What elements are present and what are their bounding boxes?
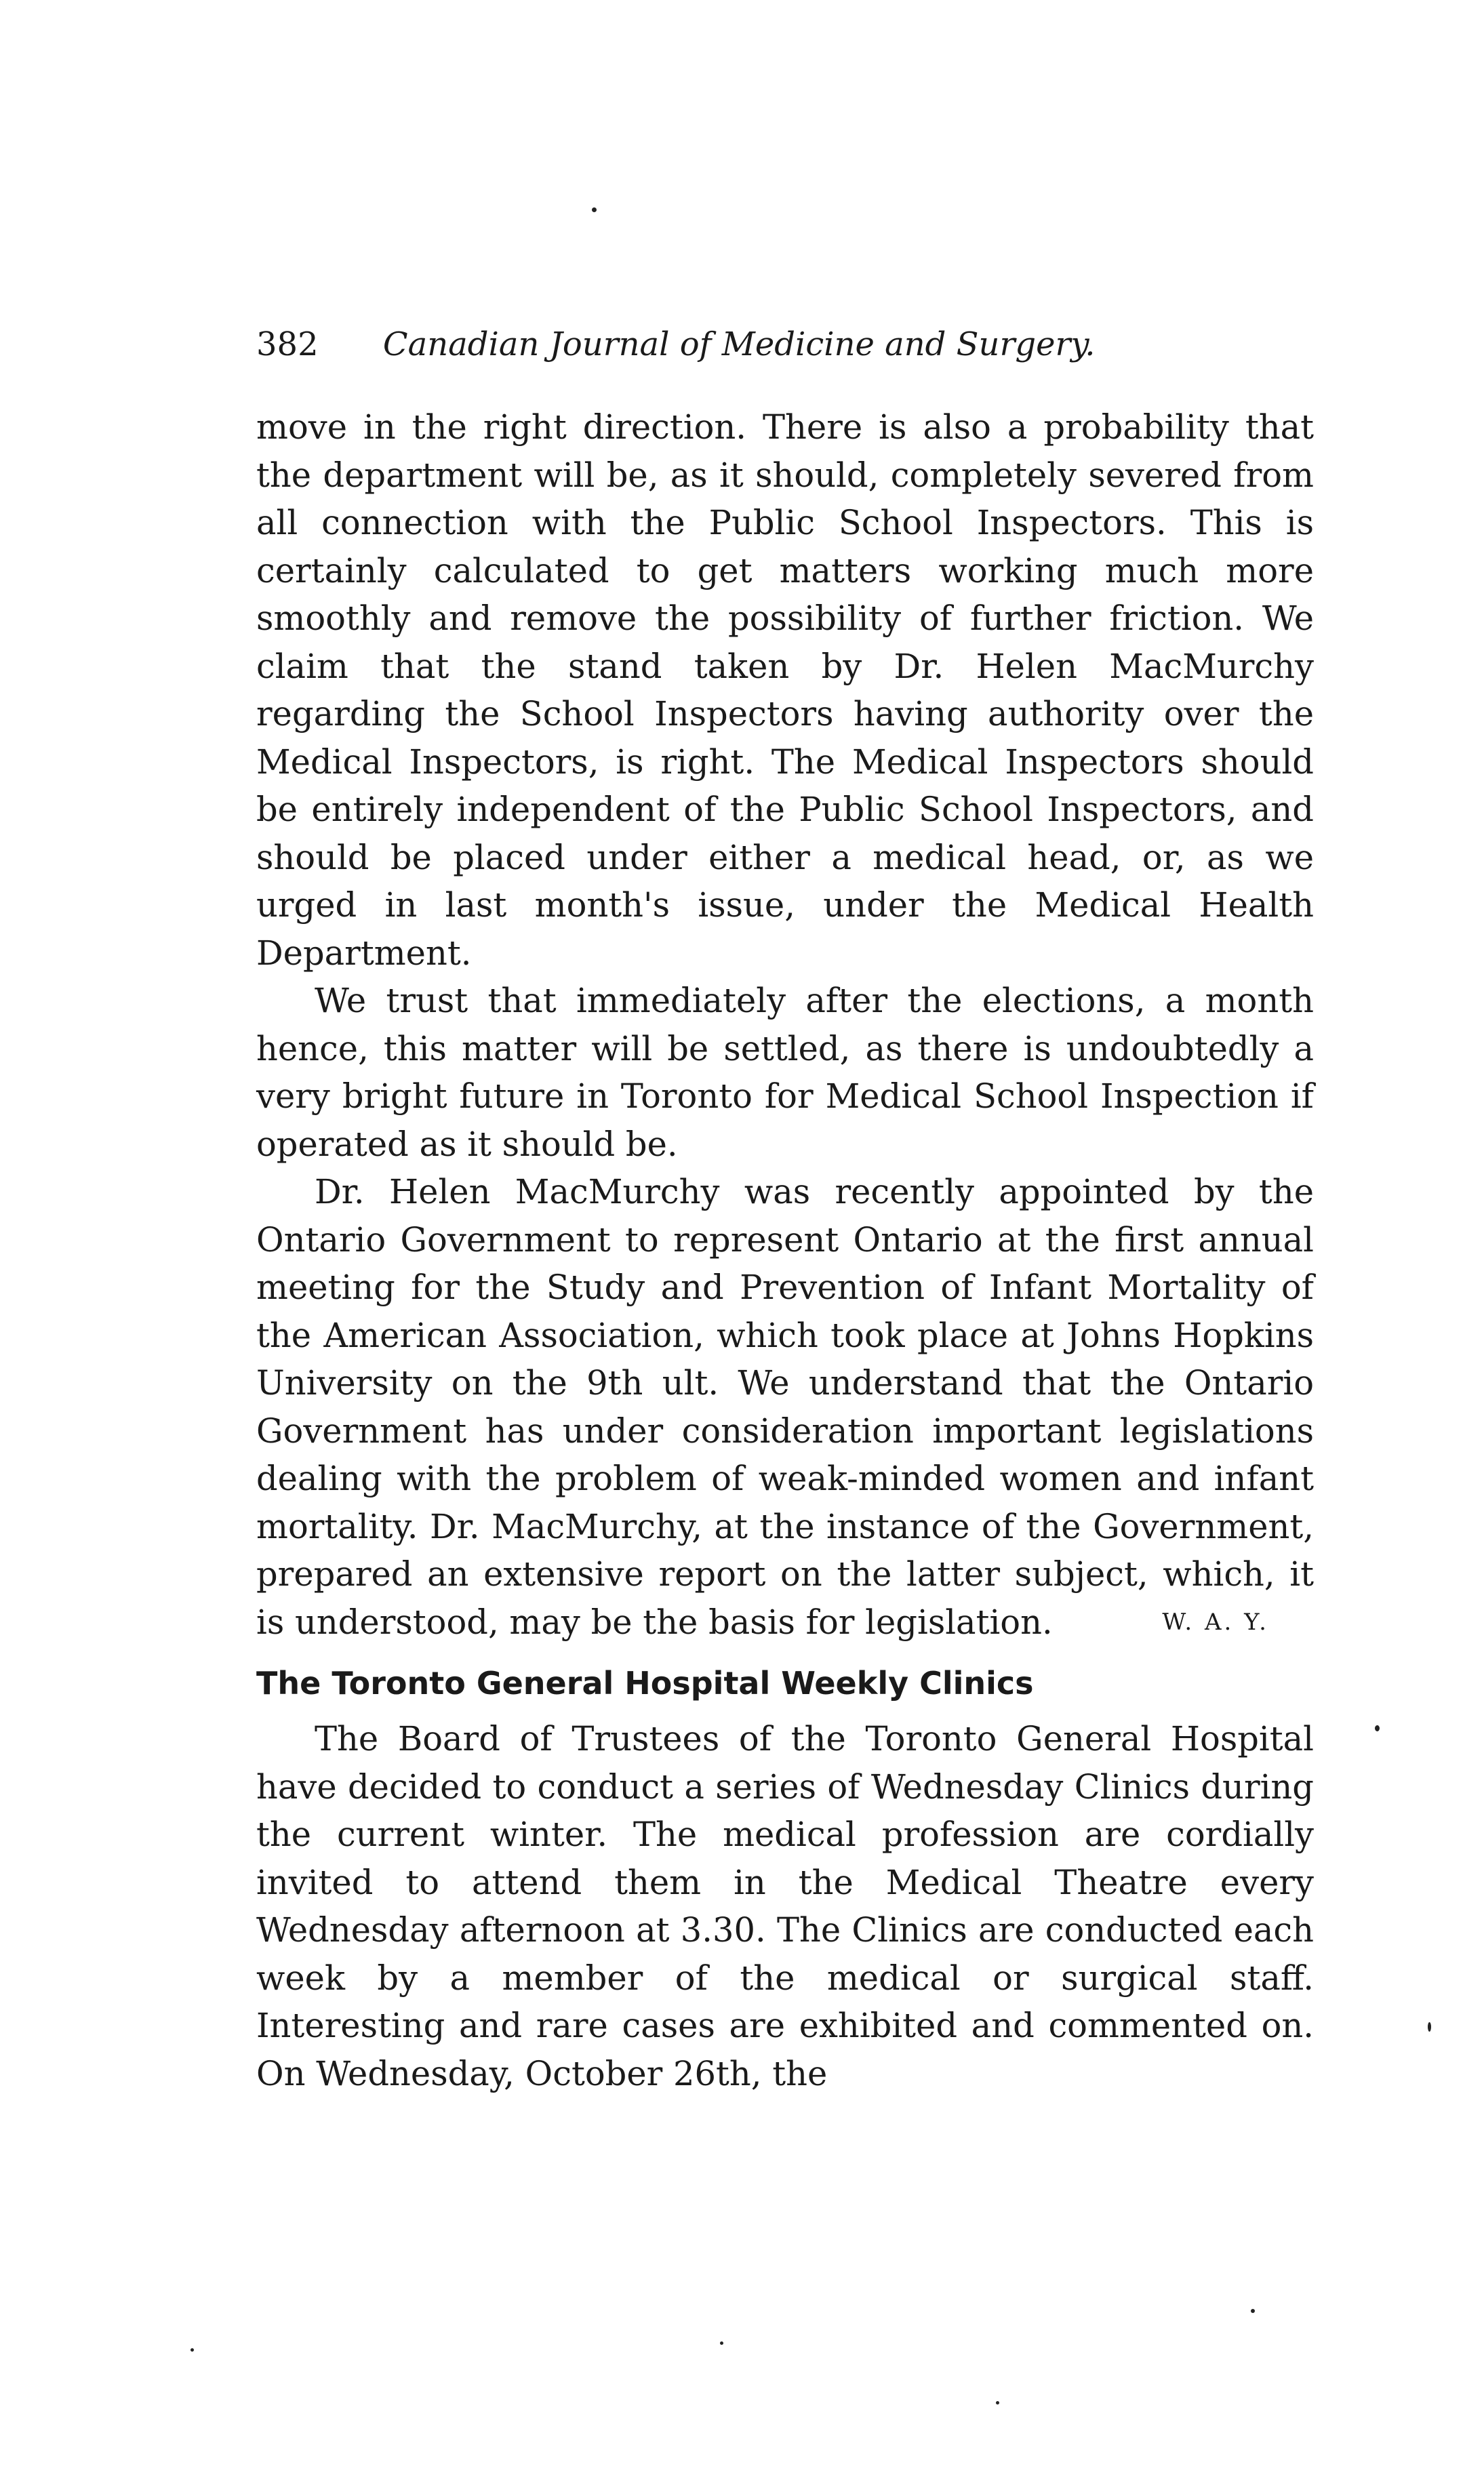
scan-speck bbox=[1251, 2309, 1255, 2313]
paragraph-medical-inspection: move in the right direction. There is also a probability that the department will be, as it should, completely severed from all connection with the Public School Inspectors. This is certainly calculated to get matters working much more smoothly and remove the possibility of further friction. We claim that the stand taken by Dr. Helen MacMurchy regarding the School Inspectors having authority over the Medical Inspectors, is right. The Medical Inspectors should be entirely independent of the Public School Inspectors, and should be placed under either a medical head, or, as we urged in last month's issue, under the Medical Health Department. bbox=[256, 407, 1314, 973]
scan-speck bbox=[720, 2341, 723, 2345]
scan-speck bbox=[190, 2348, 194, 2352]
author-signature: W. A. Y. bbox=[1162, 1608, 1269, 1636]
scan-speck bbox=[1428, 2022, 1431, 2032]
scan-speck bbox=[1375, 1725, 1380, 1731]
page-number: 382 bbox=[256, 325, 319, 363]
running-header bbox=[256, 324, 1314, 365]
scan-speck bbox=[996, 2401, 999, 2404]
journal-title: Canadian Journal of Medicine and Surgery. bbox=[382, 325, 1096, 363]
scan-speck bbox=[592, 207, 597, 212]
paragraph-hospital-clinics: The Board of Trustees of the Toronto General Hospital have decided to conduct a series of Wednesday Clinics during the current winter. The medical profession are cordially invited to attend them in the Medical Theatre every Wednesday afternoon at 3.30. The Clinics are conducted each week by a member of the medical or surgical staff. Interesting and rare cases are exhibited and commented on. On Wednesday, October 26th, the bbox=[256, 1719, 1314, 2093]
paragraph-elections: We trust that immediately after the elections, a month hence, this matter will be settled, as there is undoubtedly a very bright future in Toronto for Medical School Inspection if operated as it should be. bbox=[256, 981, 1314, 1164]
article-body bbox=[256, 403, 1314, 2097]
paragraph-macmurchy-appointment: Dr. Helen MacMurchy was recently appointed by the Ontario Government to represent Ontario at the first annual meeting for the Study and Prevention of Infant Mortality of the American Association, which took place at Johns Hopkins University on the 9th ult. We understand that the Ontario Government has under consideration important legislations dealing with the problem of weak-minded women and infant mortality. Dr. MacMurchy, at the instance of the Government, prepared an extensive report on the latter subject, which, it is understood, may be the basis for legislation. bbox=[256, 1172, 1314, 1642]
section-heading: The Toronto General Hospital Weekly Clinics bbox=[256, 1665, 1034, 1702]
